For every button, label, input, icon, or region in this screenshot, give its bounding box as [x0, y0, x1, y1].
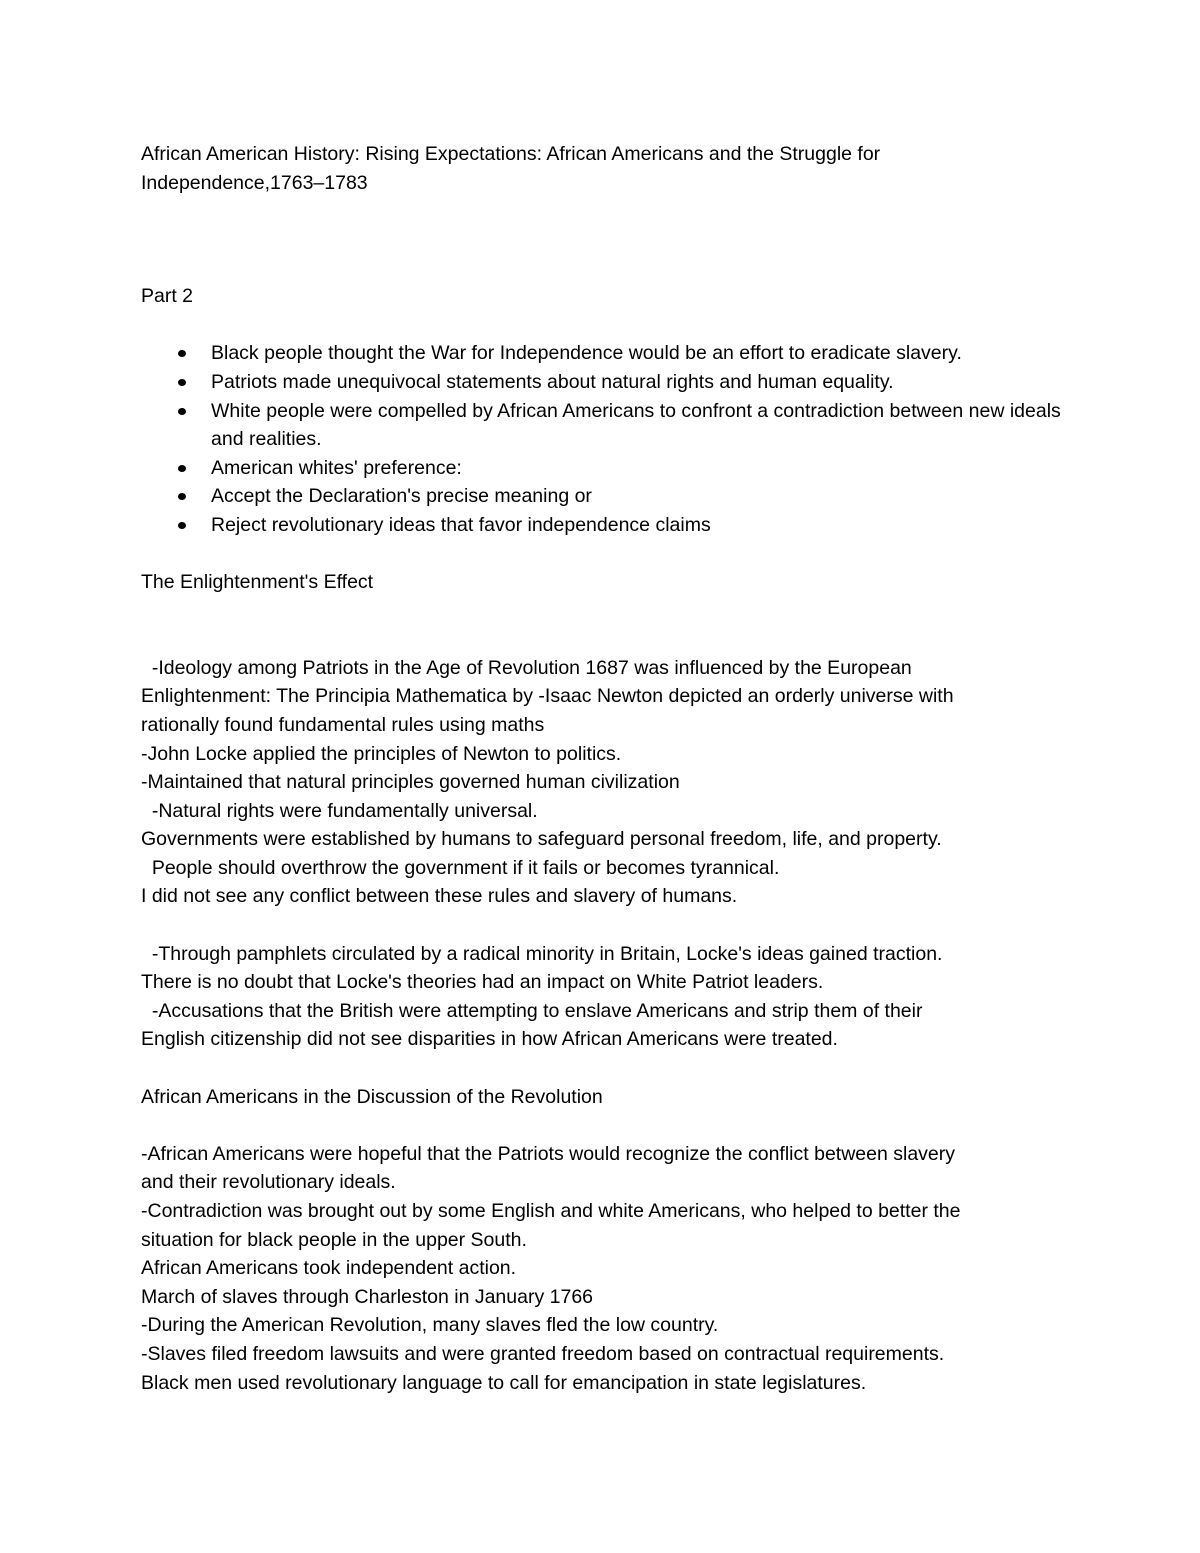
paragraph-line: -During the American Revolution, many slaves fled the low country.	[141, 1314, 719, 1337]
paragraph-line: and their revolutionary ideals.	[141, 1171, 396, 1194]
paragraph-line: -John Locke applied the principles of Newton to politics.	[141, 742, 622, 765]
section-heading-discussion: African Americans in the Discussion of the Revolution	[141, 1085, 603, 1108]
bullet-dot-icon	[178, 522, 186, 529]
paragraph-line: -Accusations that the British were attempting to enslave Americans and strip them of their	[141, 999, 923, 1022]
list-item	[141, 339, 1061, 368]
paragraph-line: I did not see any conflict between these rules and slavery of humans.	[141, 885, 738, 908]
paragraph-line: -Through pamphlets circulated by a radical minority in Britain, Locke's ideas gained traction.	[141, 942, 943, 965]
list-item-text: Accept the Declaration's precise meaning or	[211, 485, 592, 508]
bullet-dot-icon	[178, 408, 186, 415]
enlightenment-paragraph-2	[141, 940, 1061, 1054]
document-page	[141, 140, 1061, 1397]
bullet-dot-icon	[178, 493, 186, 500]
paragraph-line: Black men used revolutionary language to call for emancipation in state legislatures.	[141, 1371, 867, 1394]
paragraph-line: People should overthrow the government if it fails or becomes tyrannical.	[141, 856, 780, 879]
paragraph-line: -Slaves filed freedom lawsuits and were granted freedom based on contractual requirements.	[141, 1342, 945, 1365]
list-item-text: Patriots made unequivocal statements about natural rights and human equality.	[211, 370, 894, 393]
paragraph-line: -Ideology among Patriots in the Age of Revolution 1687 was influenced by the European	[141, 656, 912, 679]
part-heading: Part 2	[141, 285, 194, 308]
paragraph-line: English citizenship did not see disparities in how African Americans were treated.	[141, 1028, 838, 1051]
document-title	[141, 140, 1061, 197]
list-item-text: American whites' preference:	[211, 456, 462, 479]
paragraph-line: -African Americans were hopeful that the Patriots would recognize the conflict between slavery	[141, 1142, 956, 1165]
enlightenment-paragraph-1	[141, 654, 1061, 911]
paragraph-line: rationally found fundamental rules using maths	[141, 713, 545, 736]
list-item	[141, 482, 1061, 511]
list-item	[141, 397, 1061, 454]
paragraph-line: Governments were established by humans to safeguard personal freedom, life, and property.	[141, 828, 942, 851]
paragraph-line: -Natural rights were fundamentally universal.	[141, 799, 538, 822]
paragraph-line: March of slaves through Charleston in January 1766	[141, 1285, 594, 1308]
paragraph-line: -Maintained that natural principles governed human civilization	[141, 771, 680, 794]
list-item-text: White people were compelled by African Americans to confront a contradiction between new ideals and realities.	[211, 399, 1061, 451]
paragraph-line: -Contradiction was brought out by some English and white Americans, who helped to better the	[141, 1200, 961, 1222]
title-line: African American History: Rising Expectations: African Americans and the Struggle for	[141, 143, 881, 165]
list-item	[141, 511, 1061, 540]
bullet-dot-icon	[178, 465, 186, 472]
paragraph-line: Enlightenment: The Principia Mathematica by -Isaac Newton depicted an orderly universe with	[141, 685, 954, 708]
list-item-text: Black people thought the War for Independence would be an effort to eradicate slavery.	[211, 342, 962, 365]
paragraph-line: African Americans took independent action.	[141, 1257, 517, 1280]
list-item-text: Reject revolutionary ideas that favor independence claims	[211, 513, 711, 536]
paragraph-line: situation for black people in the upper South.	[141, 1228, 527, 1251]
discussion-paragraph	[141, 1140, 1061, 1397]
section-heading-enlightenment: The Enlightenment's Effect	[141, 571, 374, 594]
bullet-dot-icon	[178, 350, 186, 357]
paragraph-line: There is no doubt that Locke's theories had an impact on White Patriot leaders.	[141, 971, 824, 994]
title-line: Independence,1763–1783	[141, 171, 368, 194]
bullet-list	[141, 339, 1061, 539]
list-item	[141, 368, 1061, 397]
bullet-dot-icon	[178, 379, 186, 386]
list-item	[141, 454, 1061, 483]
